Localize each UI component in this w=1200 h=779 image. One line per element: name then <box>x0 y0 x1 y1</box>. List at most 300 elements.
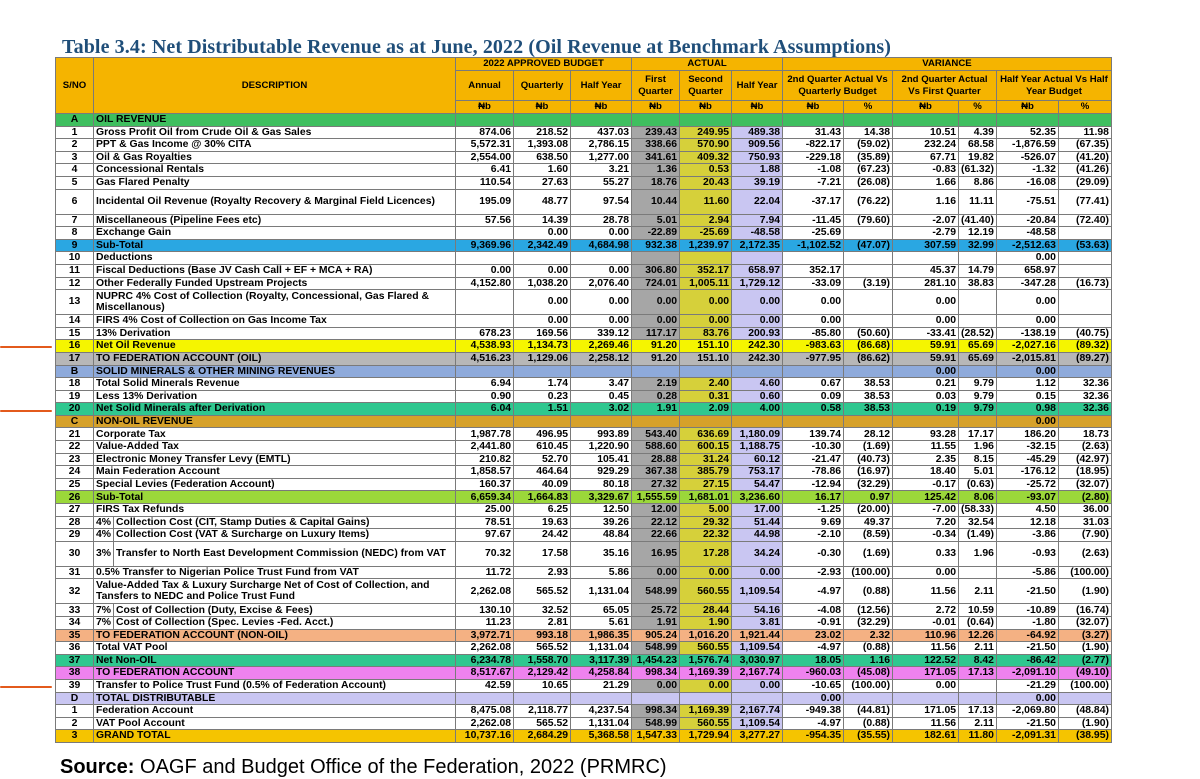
row-value: (2.63) <box>1058 541 1111 566</box>
row-value: -2.10 <box>783 529 844 542</box>
row-value <box>456 227 514 240</box>
row-description: Net Non-OIL <box>94 654 456 667</box>
row-value: 2.94 <box>680 214 732 227</box>
row-value: -21.50 <box>996 642 1058 655</box>
row-value <box>959 415 997 428</box>
row-description: 13% Derivation <box>94 327 456 340</box>
row-value: -2,027.16 <box>996 340 1058 353</box>
table-row <box>56 390 1112 403</box>
row-value: 588.60 <box>632 441 680 454</box>
row-value: 0.00 <box>571 264 632 277</box>
row-value: 70.32 <box>456 541 514 566</box>
row-value: 5,368.58 <box>571 730 632 743</box>
row-value <box>571 415 632 428</box>
row-value: 218.52 <box>514 126 571 139</box>
row-value: 0.00 <box>680 566 732 579</box>
row-value: 11.56 <box>893 642 959 655</box>
row-value: 0.00 <box>514 227 571 240</box>
table-row <box>56 352 1112 365</box>
row-value <box>783 252 844 265</box>
row-sno: 38 <box>56 667 94 680</box>
row-value: 2,262.08 <box>456 717 514 730</box>
row-value <box>732 252 783 265</box>
row-value: 11.11 <box>959 189 997 214</box>
row-value: 52.35 <box>996 126 1058 139</box>
row-value: 281.10 <box>893 277 959 290</box>
row-value: 1,239.97 <box>680 239 732 252</box>
row-value: 0.00 <box>514 290 571 315</box>
row-value: 9.79 <box>959 378 997 391</box>
row-value: 560.55 <box>680 642 732 655</box>
row-value: 27.15 <box>680 478 732 491</box>
row-value <box>783 415 844 428</box>
row-value: 20.43 <box>680 176 732 189</box>
row-value: 0.00 <box>893 679 959 692</box>
row-value: 17.28 <box>680 541 732 566</box>
table-row <box>56 529 1112 542</box>
row-value: 19.63 <box>514 516 571 529</box>
table-row <box>56 516 1112 529</box>
row-value: 1,858.57 <box>456 466 514 479</box>
row-value: 2,118.77 <box>514 705 571 718</box>
row-value: 11.72 <box>456 566 514 579</box>
row-value: (32.07) <box>1058 478 1111 491</box>
table-row <box>56 327 1112 340</box>
row-sno: 25 <box>56 478 94 491</box>
row-value <box>1058 264 1111 277</box>
row-value: 32.36 <box>1058 378 1111 391</box>
row-value: -93.07 <box>996 491 1058 504</box>
row-value: 1,180.09 <box>732 428 783 441</box>
row-sno: 32 <box>56 579 94 604</box>
row-value: 14.79 <box>959 264 997 277</box>
row-value <box>844 365 893 378</box>
row-value: (41.20) <box>1058 151 1111 164</box>
row-description: TO FEDERATION ACCOUNT (OIL) <box>94 352 456 365</box>
row-value: 998.34 <box>632 705 680 718</box>
row-value: (0.88) <box>844 717 893 730</box>
row-value: 0.23 <box>514 390 571 403</box>
row-value: (1.90) <box>1058 579 1111 604</box>
row-value: 239.43 <box>632 126 680 139</box>
table-row <box>56 730 1112 743</box>
row-value <box>844 290 893 315</box>
row-value: -25.72 <box>996 478 1058 491</box>
row-description: FIRS 4% Cost of Collection on Gas Income Tax <box>94 315 456 328</box>
header-unit-cell: ₦b <box>732 101 783 114</box>
row-description: Fiscal Deductions (Base JV Cash Call + EF + MCA + RA) <box>94 264 456 277</box>
row-description: Miscellaneous (Pipeline Fees etc) <box>94 214 456 227</box>
table-row <box>56 667 1112 680</box>
row-sno: 13 <box>56 290 94 315</box>
header-unit-cell: % <box>844 101 893 114</box>
row-value: 1,664.83 <box>514 491 571 504</box>
row-value: -4.97 <box>783 642 844 655</box>
row-value: 0.33 <box>893 541 959 566</box>
row-value: 993.18 <box>514 629 571 642</box>
row-value: 1,987.78 <box>456 428 514 441</box>
row-value: 6.25 <box>514 504 571 517</box>
header-unit-cell: ₦b <box>893 101 959 114</box>
row-value: -347.28 <box>996 277 1058 290</box>
revenue-table <box>55 57 1112 743</box>
row-value: 6.94 <box>456 378 514 391</box>
row-value: -1.32 <box>996 164 1058 177</box>
table-row <box>56 679 1112 692</box>
row-value: 0.58 <box>783 403 844 416</box>
row-value: -2,091.31 <box>996 730 1058 743</box>
row-value: 18.76 <box>632 176 680 189</box>
row-value: -16.08 <box>996 176 1058 189</box>
row-value: 678.23 <box>456 327 514 340</box>
row-value: 2.11 <box>959 717 997 730</box>
row-sno: 18 <box>56 378 94 391</box>
row-value <box>632 114 680 127</box>
row-value: 5,572.31 <box>456 139 514 152</box>
row-value <box>456 692 514 705</box>
table-row <box>56 214 1112 227</box>
row-value: 17.13 <box>959 667 997 680</box>
row-value <box>1058 227 1111 240</box>
row-value: 36.00 <box>1058 504 1111 517</box>
row-value: 48.77 <box>514 189 571 214</box>
row-sno: 3 <box>56 151 94 164</box>
row-value: -1.80 <box>996 617 1058 630</box>
row-value <box>844 227 893 240</box>
row-value: (77.41) <box>1058 189 1111 214</box>
row-sno: 21 <box>56 428 94 441</box>
row-value: -0.34 <box>893 529 959 542</box>
row-value: -48.58 <box>996 227 1058 240</box>
row-value: (26.08) <box>844 176 893 189</box>
row-value <box>959 290 997 315</box>
row-value: -1.08 <box>783 164 844 177</box>
row-value: -32.15 <box>996 441 1058 454</box>
row-value: (86.68) <box>844 340 893 353</box>
row-value <box>1058 365 1111 378</box>
row-value: 339.12 <box>571 327 632 340</box>
row-sno: 15 <box>56 327 94 340</box>
row-value: (32.07) <box>1058 617 1111 630</box>
row-description: Cost of Collection (Duty, Excise & Fees) <box>114 604 456 617</box>
row-description: Sub-Total <box>94 491 456 504</box>
row-value: 32.54 <box>959 516 997 529</box>
table-row <box>56 629 1112 642</box>
header-unit-cell: ₦b <box>514 101 571 114</box>
row-value: 4,152.80 <box>456 277 514 290</box>
row-value: 2,167.74 <box>732 705 783 718</box>
row-value: 54.16 <box>732 604 783 617</box>
row-value: 2,129.42 <box>514 667 571 680</box>
row-value: 1,038.20 <box>514 277 571 290</box>
row-value: 7.94 <box>732 214 783 227</box>
row-sno: 9 <box>56 239 94 252</box>
header-unit-cell: % <box>1058 101 1111 114</box>
row-value <box>1058 290 1111 315</box>
header-description: DESCRIPTION <box>94 58 456 114</box>
row-value: 40.09 <box>514 478 571 491</box>
row-value: 2.40 <box>680 378 732 391</box>
row-value: 1.16 <box>844 654 893 667</box>
row-value: 18.73 <box>1058 428 1111 441</box>
row-value: 2.11 <box>959 642 997 655</box>
row-value: 0.00 <box>893 290 959 315</box>
row-value: 6.04 <box>456 403 514 416</box>
row-value: 610.45 <box>514 441 571 454</box>
row-value: 12.50 <box>571 504 632 517</box>
row-value: 12.00 <box>632 504 680 517</box>
row-value: -78.86 <box>783 466 844 479</box>
table-row <box>56 428 1112 441</box>
row-value <box>959 566 997 579</box>
row-value: 0.53 <box>680 164 732 177</box>
row-value: 1.51 <box>514 403 571 416</box>
row-value: 3,329.67 <box>571 491 632 504</box>
row-value: -7.21 <box>783 176 844 189</box>
row-value: 3,236.60 <box>732 491 783 504</box>
row-value <box>571 252 632 265</box>
row-value: 25.72 <box>632 604 680 617</box>
row-value: (32.29) <box>844 617 893 630</box>
header-variance-group: VARIANCE <box>783 58 1112 71</box>
row-value: 1,134.73 <box>514 340 571 353</box>
row-sno: 37 <box>56 654 94 667</box>
row-value: 3.81 <box>732 617 783 630</box>
row-value: 97.67 <box>456 529 514 542</box>
row-value: -48.58 <box>732 227 783 240</box>
row-value: 1,393.08 <box>514 139 571 152</box>
header-col-quarterly: Quarterly <box>514 71 571 101</box>
row-value: 45.37 <box>893 264 959 277</box>
row-value <box>680 692 732 705</box>
row-value: 31.24 <box>680 453 732 466</box>
row-sno: 1 <box>56 705 94 718</box>
row-value: 1,109.54 <box>732 579 783 604</box>
table-row <box>56 139 1112 152</box>
row-value: 1.91 <box>632 617 680 630</box>
row-value: -45.29 <box>996 453 1058 466</box>
row-sno: 19 <box>56 390 94 403</box>
row-value: -0.91 <box>783 617 844 630</box>
row-value: 38.53 <box>844 403 893 416</box>
row-value: -2.93 <box>783 566 844 579</box>
row-value: 2.72 <box>893 604 959 617</box>
row-value: 27.32 <box>632 478 680 491</box>
row-sno: 11 <box>56 264 94 277</box>
row-value: -21.47 <box>783 453 844 466</box>
table-row <box>56 453 1112 466</box>
row-value: 5.01 <box>632 214 680 227</box>
row-value: 2,269.46 <box>571 340 632 353</box>
row-value <box>456 415 514 428</box>
row-value <box>959 692 997 705</box>
row-value: (49.10) <box>1058 667 1111 680</box>
row-value: -25.69 <box>680 227 732 240</box>
row-value: 306.80 <box>632 264 680 277</box>
row-sno: 33 <box>56 604 94 617</box>
row-sno: 36 <box>56 642 94 655</box>
row-value <box>632 692 680 705</box>
row-value <box>514 692 571 705</box>
row-value: 7.20 <box>893 516 959 529</box>
table-row <box>56 566 1112 579</box>
row-value <box>456 365 514 378</box>
row-value: (1.90) <box>1058 717 1111 730</box>
row-sno: 35 <box>56 629 94 642</box>
row-value: (38.95) <box>1058 730 1111 743</box>
row-value: (100.00) <box>844 679 893 692</box>
row-value: 210.82 <box>456 453 514 466</box>
row-value: 0.00 <box>680 290 732 315</box>
row-value: 3.21 <box>571 164 632 177</box>
row-value: 5.01 <box>959 466 997 479</box>
row-value: 1,169.39 <box>680 667 732 680</box>
row-value: 0.31 <box>680 390 732 403</box>
row-value: 0.00 <box>514 315 571 328</box>
table-row <box>56 415 1112 428</box>
row-value: -954.35 <box>783 730 844 743</box>
row-value: 0.00 <box>732 566 783 579</box>
row-value: 4.50 <box>996 504 1058 517</box>
row-value: 4.00 <box>732 403 783 416</box>
row-value: 0.00 <box>783 290 844 315</box>
row-value <box>732 415 783 428</box>
row-value: (59.02) <box>844 139 893 152</box>
row-value: 0.09 <box>783 390 844 403</box>
row-value: 367.38 <box>632 466 680 479</box>
row-value: 35.16 <box>571 541 632 566</box>
row-value: -526.07 <box>996 151 1058 164</box>
row-value: 19.82 <box>959 151 997 164</box>
row-value: 28.88 <box>632 453 680 466</box>
row-value: 39.19 <box>732 176 783 189</box>
row-value: 0.00 <box>571 315 632 328</box>
row-value: -37.17 <box>783 189 844 214</box>
row-value: 724.01 <box>632 277 680 290</box>
table-row <box>56 466 1112 479</box>
row-sno: A <box>56 114 94 127</box>
table-row <box>56 692 1112 705</box>
row-value: 5.86 <box>571 566 632 579</box>
row-value: 22.32 <box>680 529 732 542</box>
row-value: 8.15 <box>959 453 997 466</box>
table-row <box>56 403 1112 416</box>
row-value: 352.17 <box>783 264 844 277</box>
row-value <box>959 252 997 265</box>
row-value: 2,258.12 <box>571 352 632 365</box>
row-value: 32.52 <box>514 604 571 617</box>
row-value: 28.44 <box>680 604 732 617</box>
row-value: 8.86 <box>959 176 997 189</box>
row-value: (44.81) <box>844 705 893 718</box>
row-value: (67.35) <box>1058 139 1111 152</box>
row-value <box>893 114 959 127</box>
row-value: 0.00 <box>571 227 632 240</box>
row-description: Total Solid Minerals Revenue <box>94 378 456 391</box>
row-value: 1,277.00 <box>571 151 632 164</box>
header-unit-cell: ₦b <box>783 101 844 114</box>
row-value: 125.42 <box>893 491 959 504</box>
row-value: 409.32 <box>680 151 732 164</box>
row-value: -176.12 <box>996 466 1058 479</box>
row-value: 11.98 <box>1058 126 1111 139</box>
row-value <box>732 114 783 127</box>
row-value: 2,786.15 <box>571 139 632 152</box>
row-value: 565.52 <box>514 717 571 730</box>
row-value: -2,069.80 <box>996 705 1058 718</box>
annotation-mark-row-38 <box>0 686 52 688</box>
table-row <box>56 315 1112 328</box>
row-value: 2,262.08 <box>456 642 514 655</box>
row-value: 658.97 <box>996 264 1058 277</box>
row-value <box>732 365 783 378</box>
row-value: (3.19) <box>844 277 893 290</box>
row-sno: 3 <box>56 730 94 743</box>
row-description: Net Oil Revenue <box>94 340 456 353</box>
row-value: (7.90) <box>1058 529 1111 542</box>
row-value: (2.80) <box>1058 491 1111 504</box>
row-value: 38.53 <box>844 378 893 391</box>
row-value: (0.88) <box>844 579 893 604</box>
table-row <box>56 705 1112 718</box>
row-value: 1.12 <box>996 378 1058 391</box>
row-value: 38.83 <box>959 277 997 290</box>
row-value <box>1058 415 1111 428</box>
row-sno: 8 <box>56 227 94 240</box>
row-sno: 28 <box>56 516 94 529</box>
row-value: 600.15 <box>680 441 732 454</box>
row-value: 232.24 <box>893 139 959 152</box>
row-value: 9.69 <box>783 516 844 529</box>
row-value: -4.08 <box>783 604 844 617</box>
row-value: 68.58 <box>959 139 997 152</box>
row-value: 0.00 <box>996 365 1058 378</box>
row-description: FIRS Tax Refunds <box>94 504 456 517</box>
row-value: 65.69 <box>959 352 997 365</box>
row-value: (100.00) <box>844 566 893 579</box>
row-value: 1,921.44 <box>732 629 783 642</box>
row-value <box>844 114 893 127</box>
row-value <box>1058 692 1111 705</box>
row-value: 6,659.34 <box>456 491 514 504</box>
row-value: 39.26 <box>571 516 632 529</box>
row-value: 9.79 <box>959 390 997 403</box>
row-description: Transfer to Police Trust Fund (0.5% of Federation Account) <box>94 679 456 692</box>
row-value <box>456 290 514 315</box>
row-description: Exchange Gain <box>94 227 456 240</box>
row-value: 171.05 <box>893 667 959 680</box>
row-value: 32.36 <box>1058 403 1111 416</box>
row-value: (1.69) <box>844 541 893 566</box>
row-value: (32.29) <box>844 478 893 491</box>
row-value: 49.37 <box>844 516 893 529</box>
row-value: 565.52 <box>514 579 571 604</box>
row-value: 3,117.39 <box>571 654 632 667</box>
row-value: -1,102.52 <box>783 239 844 252</box>
row-value: 9.79 <box>959 403 997 416</box>
row-value: 117.17 <box>632 327 680 340</box>
row-description: OIL REVENUE <box>94 114 456 127</box>
row-value <box>844 415 893 428</box>
row-value: 31.03 <box>1058 516 1111 529</box>
row-value: (100.00) <box>1058 566 1111 579</box>
row-description: 0.5% Transfer to Nigerian Police Trust Fund from VAT <box>94 566 456 579</box>
row-value: 21.29 <box>571 679 632 692</box>
row-description: Concessional Rentals <box>94 164 456 177</box>
row-value: -21.29 <box>996 679 1058 692</box>
row-value <box>680 114 732 127</box>
row-value: 122.52 <box>893 654 959 667</box>
